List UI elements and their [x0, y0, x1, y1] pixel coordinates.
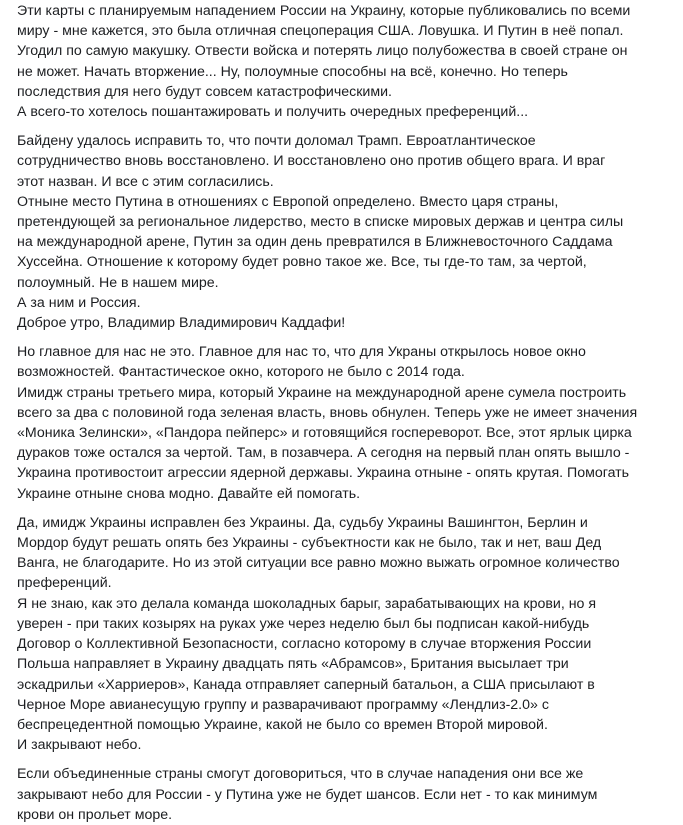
text-line: возможностей. Фантастическое окно, которого не было с 2014 года. — [17, 364, 465, 381]
text-line: Если объединенные страны смогут договориться, что в случае нападения они все же — [17, 766, 584, 783]
text-line: И закрывают небо. — [17, 737, 142, 754]
text-line: не может. Начать вторжение... Ну, полоумные способны на всё, конечно. Но теперь — [17, 63, 568, 80]
text-line: Мордор будут решать опять без Украины - субъектности как не было, так и нет, ваш Дед — [17, 535, 602, 552]
text-line: Украина противостоит агрессии ядерной державы. Украина отныне - опять крутая. Помогать — [17, 465, 630, 482]
text-line: крови он прольет море. — [17, 806, 173, 823]
text-line: Но главное для нас не это. Главное для нас то, что для Украны открылось новое окно — [17, 344, 586, 361]
text-line: сотрудничество вновь восстановлено. И восстановлено оно против общего врага. И враг — [17, 153, 606, 170]
text-line: Хуссейна. Отношение к которому будет ровно такое же. Все, ты где-то там, за чертой, — [17, 254, 587, 271]
text-line: Да, имидж Украины исправлен без Украины. Да, судьбу Украины Вашингтон, Берлин и — [17, 514, 588, 531]
text-line: А за ним и Россия. — [17, 294, 141, 311]
text-line: Имидж страны третьего мира, который Украине на международной арене сумела построить — [17, 384, 627, 401]
text-line: Ванга, не благодарите. Но из этой ситуации все равно можно выжать огромное количество — [17, 555, 620, 572]
text-line: всего за два с половиной года зеленая власть, вновь обнулен. Теперь уже не имеет значения — [17, 404, 638, 421]
text-line: А всего-то хотелось пошантажировать и получить очередных преференций... — [17, 104, 529, 121]
text-line: эскадрильи «Харриеров», Канада отправляет саперный батальон, а США присылают в — [17, 676, 595, 693]
paragraph-1 — [17, 1, 673, 122]
text-line: Байдену удалось исправить то, что почти доломал Трамп. Евроатлантическое — [17, 133, 536, 150]
text-line: «Моника Зелински», «Пандора пейперс» и готовящийся госпереворот. Все, этот ярлык цирка — [17, 425, 632, 442]
text-line: преференций. — [17, 575, 112, 592]
text-line: на международной арене, Путин за один день превратился в Ближневосточного Саддама — [17, 234, 613, 251]
text-line: Угодил по самую макушку. Отвести войска и потерять лицо полубожества в своей стране он — [17, 43, 628, 60]
text-line: уверен - при таких козырях на руках уже через неделю был бы подписан какой-нибудь — [17, 615, 590, 632]
text-line: последствия для него будут совсем катастрофическими. — [17, 83, 392, 100]
paragraph-2 — [17, 131, 673, 333]
text-line: Эти карты с планируемым нападением России на Украину, которые публиковались по всеми — [17, 3, 631, 19]
text-line: закрывают небо для России - у Путина уже не будет шансов. Если нет - то как минимум — [17, 786, 598, 803]
text-line: Договор о Коллективной Безопасности, согласно которому в случае вторжения России — [17, 636, 592, 653]
paragraph-4 — [17, 513, 673, 755]
text-line: полоумный. Не в нашем мире. — [17, 274, 219, 291]
text-line: Польша направляет в Украину двадцать пять «Абрамсов», Британия высылает три — [17, 656, 569, 673]
text-line: Украине отныне снова модно. Давайте ей помогать. — [17, 485, 361, 502]
paragraph-3 — [17, 342, 673, 504]
text-line: Доброе утро, Владимир Владимирович Каддафи! — [17, 315, 346, 332]
paragraph-5 — [17, 764, 673, 825]
text-line: Я не знаю, как это делала команда шоколадных барыг, зарабатывающих на крови, но я — [17, 595, 597, 612]
text-line: дураков тоже остался за чертой. Там, в позавчера. А сегодня на первый план опять вышло - — [17, 445, 630, 462]
text-line: Отныне место Путина в отношениях с Европой определено. Вместо царя страны, — [17, 193, 559, 210]
text-line: претендующей за региональное лидерство, место в списке мировых держав и центра силы — [17, 214, 624, 231]
text-line: Черное Море авианесущую группу и разварачивают программу «Лендлиз-2.0» с — [17, 696, 549, 713]
text-line: беспрецедентной помощью Украине, какой не было со времен Второй мировой. — [17, 716, 548, 733]
text-line: миру - мне кажется, это была отличная спецоперация США. Ловушка. И Путин в неё попал. — [17, 23, 624, 40]
text-line: этот назван. И все с этим согласились. — [17, 173, 274, 190]
